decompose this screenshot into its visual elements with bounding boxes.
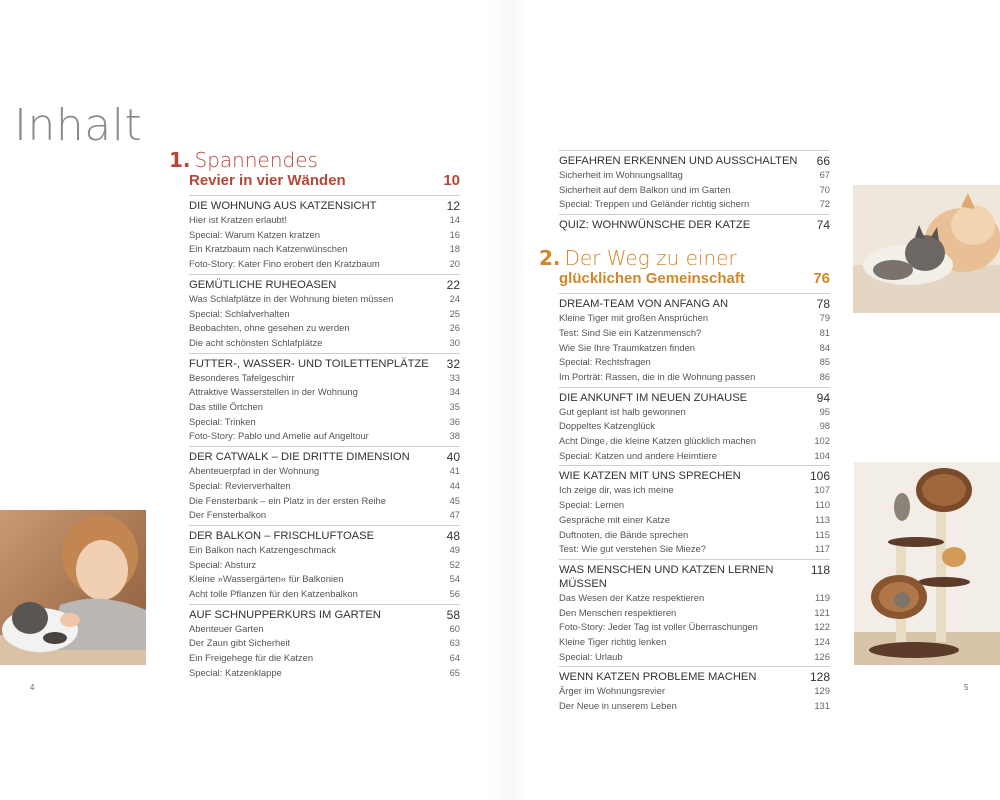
- toc-entry: [559, 419, 830, 434]
- entry-page-number: 65: [449, 666, 460, 678]
- section-heading: [189, 353, 460, 371]
- section-page-number: 48: [446, 528, 460, 543]
- section-heading: [559, 465, 830, 483]
- toc-section: [559, 666, 830, 713]
- toc-entry: [189, 415, 460, 430]
- toc-entry: [559, 370, 830, 385]
- section-page-number: 74: [816, 218, 830, 233]
- chapter-spacer: [559, 232, 830, 246]
- chapter-heading: [539, 246, 830, 288]
- section-title: GEFAHREN ERKENNEN UND AUSSCHALTEN: [559, 155, 798, 167]
- chapter-heading: [169, 148, 460, 189]
- chapter-title-line1: [169, 148, 460, 172]
- section-title: WIE KATZEN MIT UNS SPRECHEN: [559, 470, 741, 483]
- section-heading: [189, 274, 460, 292]
- toc-entry: [189, 336, 460, 351]
- entry-page-number: 44: [449, 479, 460, 491]
- section-page-number: 118: [810, 562, 830, 577]
- toc-section: [189, 525, 460, 602]
- entry-title: Der Zaun gibt Sicherheit: [189, 637, 291, 649]
- entry-page-number: 126: [814, 650, 830, 662]
- entry-title: Test: Wie gut verstehen Sie Mieze?: [559, 543, 706, 555]
- section-page-number: 106: [809, 469, 830, 484]
- toc-entry: [559, 699, 830, 714]
- section-title: DREAM-TEAM VON ANFANG AN: [559, 298, 729, 311]
- toc-entry: [189, 543, 460, 558]
- toc-entry: [559, 168, 830, 183]
- toc-column-right: [539, 148, 830, 714]
- toc-section: [559, 465, 830, 557]
- toc-entry: [189, 213, 460, 228]
- section-title: GEMÜTLICHE RUHEOASEN: [189, 278, 337, 291]
- entry-page-number: 49: [449, 543, 460, 555]
- entry-title: Kleine Tiger mit großen Ansprüchen: [559, 312, 709, 324]
- entry-title: Gespräche mit einer Katze: [559, 513, 670, 525]
- entry-page-number: 95: [819, 405, 830, 417]
- toc-entry: [559, 341, 830, 356]
- toc-entry: [189, 464, 460, 479]
- toc-section: [189, 195, 460, 272]
- toc-section: [189, 604, 460, 681]
- entry-title: Kleine »Wassergärten« für Balkonien: [189, 573, 344, 585]
- entry-page-number: 117: [815, 543, 830, 555]
- entry-title: Die Fensterbank – ein Platz in der ersten Reihe: [189, 494, 386, 506]
- toc-entry: [189, 636, 460, 651]
- toc-column-left: [169, 148, 460, 681]
- entry-page-number: 121: [814, 606, 830, 618]
- section-title: WENN KATZEN PROBLEME MACHEN: [559, 671, 757, 684]
- toc-entry: [559, 326, 830, 341]
- entry-title: Das Wesen der Katze respektieren: [559, 591, 705, 603]
- entry-title: Kleine Tiger richtig lenken: [559, 636, 667, 648]
- toc-entry: [559, 591, 830, 606]
- entry-page-number: 24: [449, 292, 460, 304]
- entry-title: Abenteuer Garten: [189, 622, 264, 634]
- entry-page-number: 131: [814, 700, 830, 712]
- entry-title: Special: Treppen und Geländer richtig sichern: [559, 198, 750, 210]
- toc-entry: [559, 620, 830, 635]
- entry-page-number: 129: [814, 685, 830, 697]
- toc-entry: [559, 405, 830, 420]
- toc-entry: [189, 508, 460, 523]
- section-title: DIE WOHNUNG AUS KATZENSICHT: [189, 200, 377, 212]
- toc-entry: [189, 385, 460, 400]
- entry-page-number: 79: [819, 312, 830, 324]
- toc-section: [559, 150, 830, 212]
- entry-page-number: 33: [449, 371, 460, 383]
- chapter-number: 1.: [169, 148, 191, 172]
- toc-entry: [559, 635, 830, 650]
- entry-title: Ein Balkon nach Katzengeschmack: [189, 543, 336, 555]
- entry-title: Was Schlafplätze in der Wohnung bieten müssen: [189, 292, 394, 304]
- entry-title: Besonderes Tafelgeschirr: [189, 371, 295, 383]
- entry-title: Das stille Örtchen: [189, 401, 263, 413]
- page-number-left: 4: [30, 683, 35, 692]
- toc-entry: [559, 449, 830, 464]
- entry-title: Duftnoten, die Bände sprechen: [559, 528, 689, 540]
- entry-title: Acht Dinge, die kleine Katzen glücklich machen: [559, 435, 756, 447]
- section-heading: [189, 525, 460, 543]
- entry-page-number: 36: [449, 415, 460, 427]
- toc-section: [559, 214, 830, 232]
- photo-kittens-on-cat-tree: [854, 462, 1000, 665]
- section-page-number: 12: [446, 199, 460, 213]
- toc-entry: [559, 650, 830, 665]
- toc-entry: [189, 321, 460, 336]
- entry-page-number: 16: [449, 228, 460, 240]
- entry-page-number: 54: [449, 573, 460, 585]
- toc-section: [189, 353, 460, 445]
- toc-entry: [559, 498, 830, 513]
- section-heading: [189, 446, 460, 464]
- toc-entry: [559, 606, 830, 621]
- toc-entry: [559, 311, 830, 326]
- entry-title: Ich zeige dir, was ich meine: [559, 484, 674, 496]
- section-heading: [559, 293, 830, 311]
- entry-title: Die acht schönsten Schlafplätze: [189, 336, 323, 348]
- entry-page-number: 84: [819, 341, 830, 353]
- section-title: DIE ANKUNFT IM NEUEN ZUHAUSE: [559, 391, 748, 404]
- chapter-title-line1: [539, 246, 830, 271]
- entry-page-number: 25: [449, 307, 460, 319]
- toc-entry: [189, 400, 460, 415]
- toc-entry: [189, 572, 460, 587]
- toc-entry: [189, 622, 460, 637]
- section-title: DER BALKON – FRISCHLUFTOASE: [189, 529, 375, 542]
- entry-page-number: 124: [814, 636, 830, 648]
- entry-page-number: 60: [449, 622, 460, 634]
- toc-entry: [189, 429, 460, 444]
- entry-page-number: 14: [449, 214, 460, 225]
- entry-page-number: 63: [449, 637, 460, 649]
- toc-entry: [559, 434, 830, 449]
- entry-page-number: 47: [449, 509, 460, 521]
- entry-title: Wie Sie Ihre Traumkatzen finden: [559, 341, 696, 353]
- section-title: FUTTER-, WASSER- UND TOILETTENPLÄTZE: [189, 357, 429, 370]
- entry-title: Sicherheit im Wohnungsalltag: [559, 169, 683, 180]
- section-title: QUIZ: WOHNWÜNSCHE DER KATZE: [559, 219, 751, 232]
- entry-page-number: 104: [814, 449, 830, 461]
- toc-entry: [189, 228, 460, 243]
- toc-section: [559, 559, 830, 665]
- entry-title: Attraktive Wasserstellen in der Wohnung: [189, 386, 358, 398]
- entry-page-number: 67: [819, 169, 830, 180]
- chapter-subtitle: glücklichen Gemeinschaft: [559, 270, 745, 288]
- toc-entry: [559, 684, 830, 699]
- entry-page-number: 98: [819, 420, 830, 432]
- entry-title: Hier ist Kratzen erlaubt!: [189, 214, 287, 225]
- chapter-page-number: 10: [443, 172, 460, 189]
- entry-title: Test: Sind Sie ein Katzenmensch?: [559, 326, 702, 338]
- toc-entry: [189, 479, 460, 494]
- entry-page-number: 41: [449, 465, 460, 477]
- section-heading: [189, 604, 460, 622]
- entry-title: Doppeltes Katzenglück: [559, 420, 655, 432]
- entry-title: Im Porträt: Rassen, die in die Wohnung passen: [559, 370, 756, 382]
- toc-entry: [559, 542, 830, 557]
- entry-page-number: 56: [449, 588, 460, 600]
- entry-page-number: 20: [449, 258, 460, 270]
- chapter-subtitle: Revier in vier Wänden: [189, 172, 346, 189]
- toc-entry: [559, 528, 830, 543]
- entry-title: Ein Freigehege für die Katzen: [189, 652, 314, 664]
- chapter-title-text: Spannendes: [194, 148, 318, 172]
- entry-page-number: 110: [815, 499, 830, 511]
- section-page-number: 58: [446, 607, 460, 622]
- toc-entry: [189, 307, 460, 322]
- toc-section: [189, 274, 460, 351]
- toc-entry: [189, 587, 460, 602]
- photo-two-cats-cuddling: [853, 185, 1000, 313]
- section-heading: [559, 666, 830, 684]
- toc-entry: [189, 651, 460, 666]
- entry-title: Special: Lernen: [559, 499, 625, 511]
- section-heading: [559, 214, 830, 232]
- chapter-title-line2: [189, 172, 460, 189]
- entry-title: Special: Schlafverhalten: [189, 307, 290, 319]
- section-page-number: 128: [809, 670, 830, 685]
- entry-page-number: 18: [449, 243, 460, 255]
- section-page-number: 32: [446, 356, 460, 371]
- entry-title: Special: Revierverhalten: [189, 479, 291, 491]
- entry-title: Ein Kratzbaum nach Katzenwünschen: [189, 243, 348, 255]
- toc-section: [559, 387, 830, 464]
- toc-entry: [559, 483, 830, 498]
- section-heading: [559, 559, 830, 591]
- section-page-number: 40: [446, 450, 460, 465]
- entry-page-number: 85: [819, 356, 830, 368]
- entry-title: Abenteuerpfad in der Wohnung: [189, 465, 320, 477]
- entry-page-number: 72: [819, 198, 830, 210]
- entry-title: Ärger im Wohnungsrevier: [559, 685, 666, 697]
- section-page-number: 94: [816, 390, 830, 405]
- entry-title: Acht tolle Pflanzen für den Katzenbalkon: [189, 588, 358, 600]
- entry-page-number: 70: [819, 183, 830, 195]
- toc-entry: [189, 666, 460, 681]
- entry-page-number: 30: [449, 336, 460, 348]
- entry-title: Gut geplant ist halb gewonnen: [559, 405, 686, 417]
- section-heading: [559, 387, 830, 405]
- entry-page-number: 38: [449, 430, 460, 442]
- entry-page-number: 119: [815, 591, 830, 603]
- entry-title: Foto-Story: Pablo und Amelie auf Angeltour: [189, 430, 369, 442]
- entry-title: Den Menschen respektieren: [559, 606, 677, 618]
- toc-entry: [559, 183, 830, 198]
- entry-title: Sicherheit auf dem Balkon und im Garten: [559, 183, 731, 195]
- entry-title: Special: Trinken: [189, 415, 256, 427]
- toc-section: [559, 293, 830, 385]
- entry-page-number: 86: [819, 370, 830, 382]
- page-gutter: [490, 0, 530, 800]
- entry-title: Special: Urlaub: [559, 650, 623, 662]
- section-heading: [559, 150, 830, 168]
- section-heading: [189, 195, 460, 213]
- toc-section: [189, 446, 460, 523]
- section-title: WAS MENSCHEN UND KATZEN LERNEN MÜSSEN: [559, 563, 774, 590]
- chapter-title-line2: [559, 270, 830, 287]
- chapter-page-number: 76: [813, 270, 830, 288]
- entry-page-number: 115: [815, 528, 830, 540]
- entry-title: Foto-Story: Jeder Tag ist voller Überraschungen: [559, 621, 758, 633]
- photo-girl-with-cat: [0, 510, 146, 665]
- toc-entry: [189, 494, 460, 509]
- entry-title: Der Fensterbalkon: [189, 509, 267, 521]
- toc-entry: [189, 558, 460, 573]
- entry-title: Der Neue in unserem Leben: [559, 700, 677, 712]
- entry-title: Foto-Story: Kater Fino erobert den Kratzbaum: [189, 258, 380, 270]
- entry-title: Special: Katzenklappe: [189, 666, 282, 678]
- section-title: AUF SCHNUPPERKURS IM GARTEN: [189, 608, 381, 621]
- section-page-number: 22: [446, 277, 460, 292]
- toc-entry: [189, 371, 460, 386]
- entry-page-number: 34: [449, 386, 460, 398]
- entry-page-number: 52: [449, 558, 460, 570]
- toc-entry: [559, 355, 830, 370]
- toc-entry: [189, 257, 460, 272]
- entry-page-number: 81: [819, 326, 830, 338]
- chapter-number: 2.: [539, 246, 561, 271]
- entry-title: Special: Rechtsfragen: [559, 356, 651, 368]
- section-title: DER CATWALK – DIE DRITTE DIMENSION: [189, 451, 410, 464]
- toc-entry: [559, 197, 830, 212]
- entry-title: Special: Absturz: [189, 558, 257, 570]
- entry-page-number: 102: [814, 435, 830, 447]
- section-page-number: 78: [816, 297, 830, 312]
- entry-page-number: 35: [449, 401, 460, 413]
- entry-page-number: 45: [449, 494, 460, 506]
- toc-entry: [559, 513, 830, 528]
- entry-page-number: 26: [449, 322, 460, 334]
- entry-page-number: 122: [814, 621, 830, 633]
- entry-page-number: 64: [449, 652, 460, 664]
- entry-page-number: 113: [815, 513, 830, 525]
- section-page-number: 66: [816, 154, 830, 168]
- toc-entry: [189, 292, 460, 307]
- entry-title: Special: Warum Katzen kratzen: [189, 228, 320, 240]
- toc-entry: [189, 242, 460, 257]
- chapter-title-text: Der Weg zu einer: [564, 246, 737, 271]
- page-title: Inhalt: [14, 100, 143, 151]
- entry-title: Special: Katzen und andere Heimtiere: [559, 449, 717, 461]
- entry-title: Beobachten, ohne gesehen zu werden: [189, 322, 350, 334]
- entry-page-number: 107: [814, 484, 830, 496]
- page-number-right: 5: [964, 683, 969, 692]
